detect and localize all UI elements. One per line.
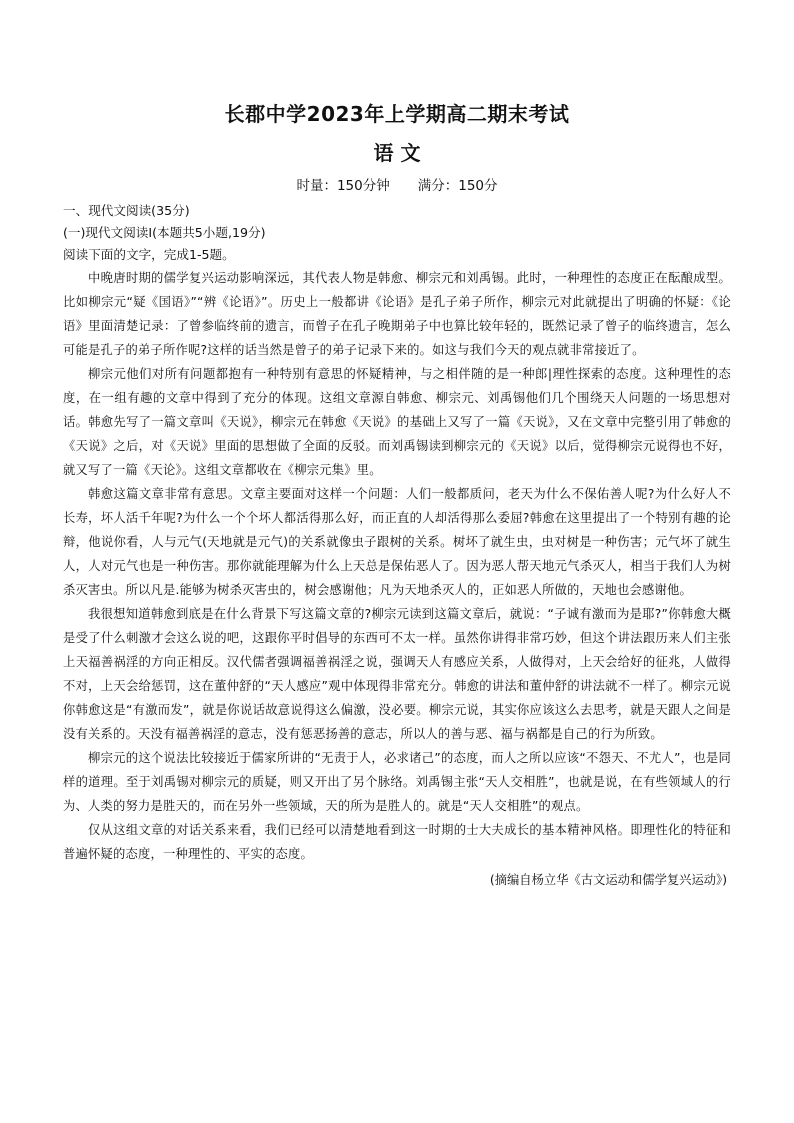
exam-body [63, 200, 731, 892]
full-score: 满分：150分 [417, 178, 498, 194]
paragraph-1: 中晚唐时期的儒学复兴运动影响深远，其代表人物是韩愈、柳宗元和刘禹锡。此时，一种理性的态度正在酝酿成型。比如柳宗元“疑《国语》”“辨《论语》”。历史上一般都讲《论语》是孔子弟子所作，柳宗元对此就提出了明确的怀疑：《论语》里面清楚记录：了曾参临终前的遗言，而曾子在孔子晚期弟子中也算比较年轻的，既然记录了曾子的临终遗言，怎么可能是孔子的弟子所作呢?这样的话当然是曾子的弟子记录下来的。如这与我们今天的观点就非常接近了。 [63, 271, 731, 357]
source-citation: (摘编自杨立华《古文运动和儒学复兴运动》) [489, 873, 727, 887]
section-subheading: (一)现代文阅读Ⅰ(本题共5小题,19分) [63, 225, 266, 240]
exam-meta [0, 174, 794, 194]
paragraph-4: 我很想知道韩愈到底是在什么背景下写这篇文章的?柳宗元读到这篇文章后，就说：“子诚有激而为是耶?”你韩愈大概是受了什么刺激才会这么说的吧，这跟你平时倡导的东西可不太一样。虽然你讲得非常巧妙，但这个讲法跟历来人们主张上天福善祸淫的方向正相反。汉代儒者强调福善祸淫之说，强调天人有感应关系，人做得对，上天会给好的征兆，人做得不对，上天会给惩罚，这在董仲舒的“天人感应”观中体现得非常充分。韩愈的讲法和董仲舒的讲法就不一样了。柳宗元说你韩愈这是“有激而发”，就是你说话故意说得这么偏激，没必要。柳宗元说，其实你应该这么去思考，就是天跟人之间是没有关系的。天没有福善祸淫的意志，没有惩恶扬善的意志，所以人的善与恶、福与祸都是自己的行为所致。 [63, 607, 731, 741]
exam-title: 长郡中学2023年上学期高二期末考试 [224, 102, 570, 126]
time-limit: 时量：150分钟 [296, 178, 390, 194]
subject-title: 语 文 [373, 141, 421, 165]
section-heading: 一、现代文阅读(35分) [63, 203, 190, 218]
paragraph-5: 柳宗元的这个说法比较接近于儒家所讲的“无责于人，必求诸己”的态度，而人之所以应该“不怨天、不尤人”，也是同样的道理。至于刘禹锡对柳宗元的质疑，则又开出了另个脉络。刘禹锡主张“天人交相胜”，也就是说，在有些领域人的行为、人类的努力是胜天的，而在另外一些领域，天的所为是胜人的。就是“天人交相胜”的观点。 [63, 751, 731, 813]
reading-instruction: 阅读下面的文字，完成1-5题。 [63, 247, 235, 262]
paragraph-6: 仅从这组文章的对话关系来看，我们已经可以清楚地看到这一时期的士大夫成长的基本精神风格。即理性化的特征和普遍怀疑的态度，一种理性的、平实的态度。 [63, 823, 731, 861]
paragraph-2: 柳宗元他们对所有问题都抱有一种特别有意思的怀疑精神，与之相伴随的是一种郎|理性探索的态度。这种理性的态度，在一组有趣的文章中得到了充分的体现。这组文章源自韩愈、柳宗元、刘禹锡他们几个围绕天人问题的一场思想对话。韩愈先写了一篇文章叫《天说》，柳宗元在韩愈《天说》的基础上又写了一篇《天说》，又在文章中完整引用了韩愈的《天说》之后，对《天说》里面的思想做了全面的反驳。而刘禹锡读到柳宗元的《天说》以后，觉得柳宗元说得也不好，就又写了一篇《天论》。这组文章都收在《柳宗元集》里。 [63, 367, 731, 477]
paragraph-3: 韩愈这篇文章非常有意思。文章主要面对这样一个问题：人们一般都质问，老天为什么不保佑善人呢?为什么好人不长寿，坏人活千年呢?为什么一个个坏人都活得那么好，而正直的人却活得那么委屈?韩愈在这里提出了一个特别有趣的论辩，他说你看，人与元气(天地就是元气)的关系就像虫子跟树的关系。树坏了就生虫，虫对树是一种伤害；元气坏了就生人，人对元气也是一种伤害。那你就能理解为什么上天总是保佑恶人了。因为恶人帮天地元气杀灭人，相当于我们人为树杀灭害虫。所以凡是.能够为树杀灭害虫的，树会感谢他；凡为天地杀灭人的，正如恶人所做的，天地也会感谢他。 [63, 487, 731, 597]
